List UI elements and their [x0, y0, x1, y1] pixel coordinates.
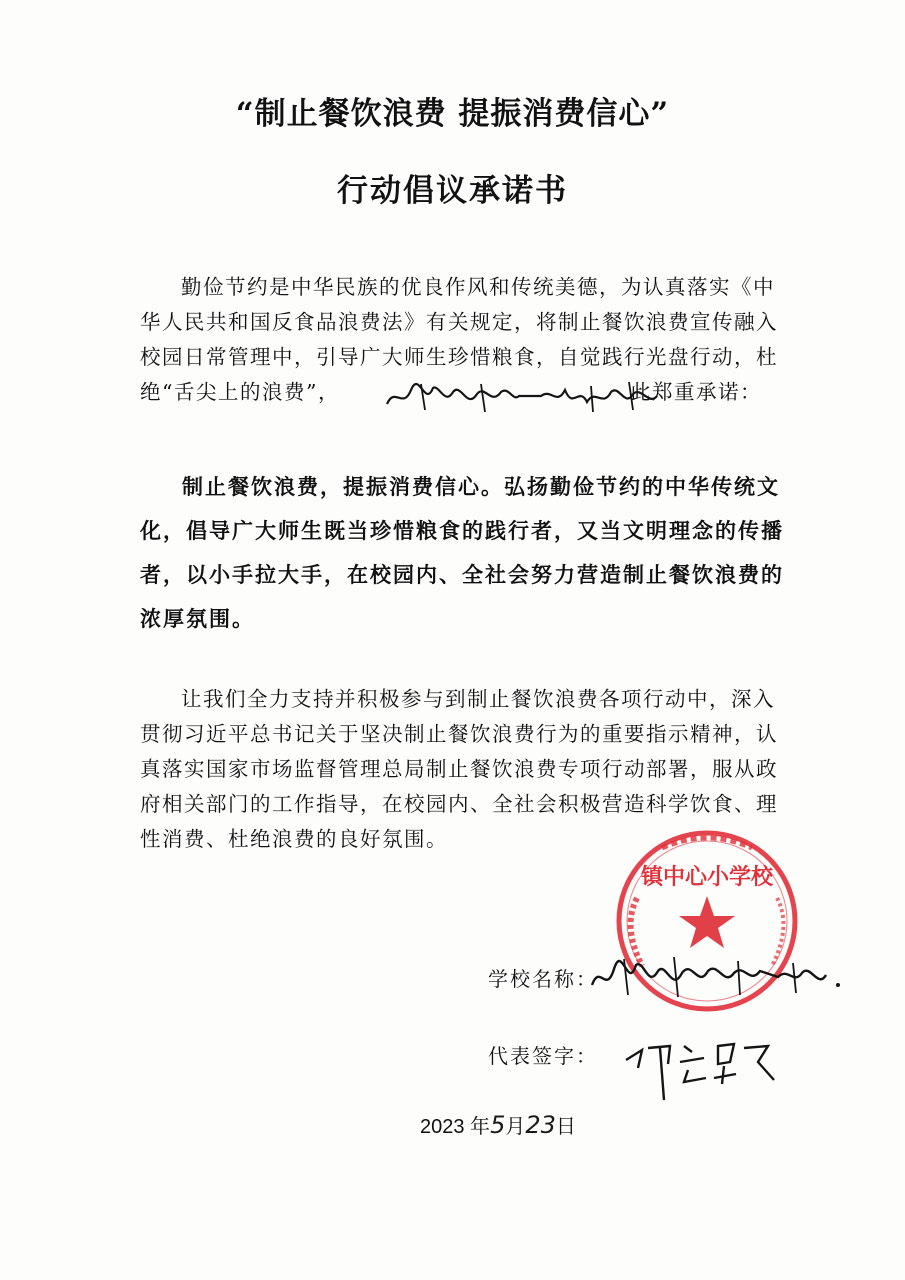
document-title-line2: 行动倡议承诺书	[337, 173, 568, 209]
date-day-unit: 日	[555, 1116, 576, 1138]
paragraph-1-tail: 此郑重承诺：	[629, 380, 762, 404]
handwritten-school-name-signature	[588, 955, 848, 1001]
date-day-handwritten: 23	[525, 1111, 556, 1139]
school-name-label: 学校名称：	[488, 967, 598, 991]
representative-signature-label: 代表签字：	[488, 1044, 598, 1068]
date-year: 2023 年	[420, 1116, 491, 1138]
paragraph-2-bold: 制止餐饮浪费，提振消费信心。弘扬勤俭节约的中华传统文化，倡导广大师生既当珍惜粮食的践行者，又当文明理念的传播者，以小手拉大手，在校园内、全社会努力营造制止餐饮浪费的浓厚氛围。	[140, 474, 784, 631]
handwritten-representative-signature	[618, 1028, 788, 1108]
paragraph-1-text: 勤俭节约是中华民族的优良作风和传统美德，为认真落实《中华人民共和国反食品浪费法》有关规定，将制止餐饮浪费宣传融入校园日常管理中，引导广大师生珍惜粮食，自觉践行光盘行动，杜绝“舌尖上的浪费”，	[140, 275, 778, 404]
paragraph-3: 让我们全力支持并积极参与到制止餐饮浪费各项行动中，深入贯彻习近平总书记关于坚决制止餐饮浪费行为的重要指示精神，认真落实国家市场监督管理总局制止餐饮浪费专项行动部署，服从政府相关部门的工作指导，在校园内、全社会积极营造科学饮食、理性消费、杜绝浪费的良好氛围。	[140, 687, 778, 851]
signing-date	[420, 1110, 576, 1139]
paragraph-1	[140, 270, 790, 410]
date-month-unit: 月	[505, 1116, 526, 1138]
document-title-line1: “制止餐饮浪费 提振消费信心”	[235, 96, 670, 132]
seal-text: 镇中心小学校	[640, 865, 774, 890]
handwritten-school-signature-inline	[340, 379, 630, 409]
date-month-handwritten: 5	[490, 1111, 506, 1139]
